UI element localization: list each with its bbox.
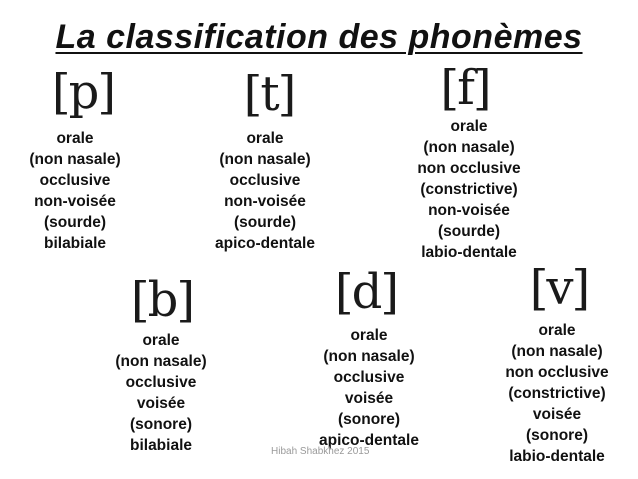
description-line: (constrictive) xyxy=(420,181,518,198)
description-line: (sonore) xyxy=(338,411,400,428)
description-line: orale xyxy=(350,327,388,344)
description-line: occlusive xyxy=(229,172,301,189)
slide-title: La classification des phonèmes xyxy=(55,18,583,56)
description-line: (non nasale) xyxy=(29,151,121,168)
description-line: (non nasale) xyxy=(511,343,603,360)
description-line: labio-dentale xyxy=(509,448,605,465)
phoneme-description-p xyxy=(10,128,140,254)
description-line: non occlusive xyxy=(417,160,521,177)
phoneme-description-d xyxy=(304,325,434,451)
description-line: non occlusive xyxy=(505,364,609,381)
description-line: orale xyxy=(142,332,180,349)
description-line: (sourde) xyxy=(234,214,296,231)
description-line: bilabiale xyxy=(129,437,193,454)
phoneme-symbol-d: [d] xyxy=(334,264,398,320)
slide-footer: Hibah Shabkhez 2015 xyxy=(271,446,370,457)
description-line: (sonore) xyxy=(130,416,192,433)
description-line: orale xyxy=(538,322,576,339)
phoneme-description-f xyxy=(404,116,534,263)
description-line: (non nasale) xyxy=(323,348,415,365)
description-line: occlusive xyxy=(39,172,111,189)
phoneme-symbol-v: [v] xyxy=(529,260,589,316)
description-line: orale xyxy=(246,130,284,147)
description-line: voisée xyxy=(136,395,186,412)
phoneme-description-v xyxy=(492,320,622,467)
description-line: (non nasale) xyxy=(219,151,311,168)
description-line: occlusive xyxy=(125,374,197,391)
description-line: non-voisée xyxy=(428,202,510,219)
description-line: apico-dentale xyxy=(215,235,315,252)
description-line: (constrictive) xyxy=(508,385,606,402)
description-line: orale xyxy=(56,130,94,147)
phoneme-description-t xyxy=(200,128,330,254)
phoneme-symbol-f: [f] xyxy=(440,60,490,116)
description-line: bilabiale xyxy=(43,235,107,252)
description-line: (sourde) xyxy=(438,223,500,240)
phoneme-description-b xyxy=(96,330,226,456)
description-line: non-voisée xyxy=(224,193,306,210)
description-line: (sonore) xyxy=(526,427,588,444)
description-line: (sourde) xyxy=(44,214,106,231)
description-line: labio-dentale xyxy=(421,244,517,261)
description-line: voisée xyxy=(344,390,394,407)
description-line: (non nasale) xyxy=(115,353,207,370)
description-line: orale xyxy=(450,118,488,135)
description-line: apico-dentale xyxy=(319,432,419,449)
description-line: occlusive xyxy=(333,369,405,386)
description-line: voisée xyxy=(532,406,582,423)
description-line: non-voisée xyxy=(34,193,116,210)
phoneme-symbol-p: [p] xyxy=(51,64,115,120)
phoneme-symbol-t: [t] xyxy=(243,66,295,122)
description-line: (non nasale) xyxy=(423,139,515,156)
phoneme-symbol-b: [b] xyxy=(130,272,194,328)
